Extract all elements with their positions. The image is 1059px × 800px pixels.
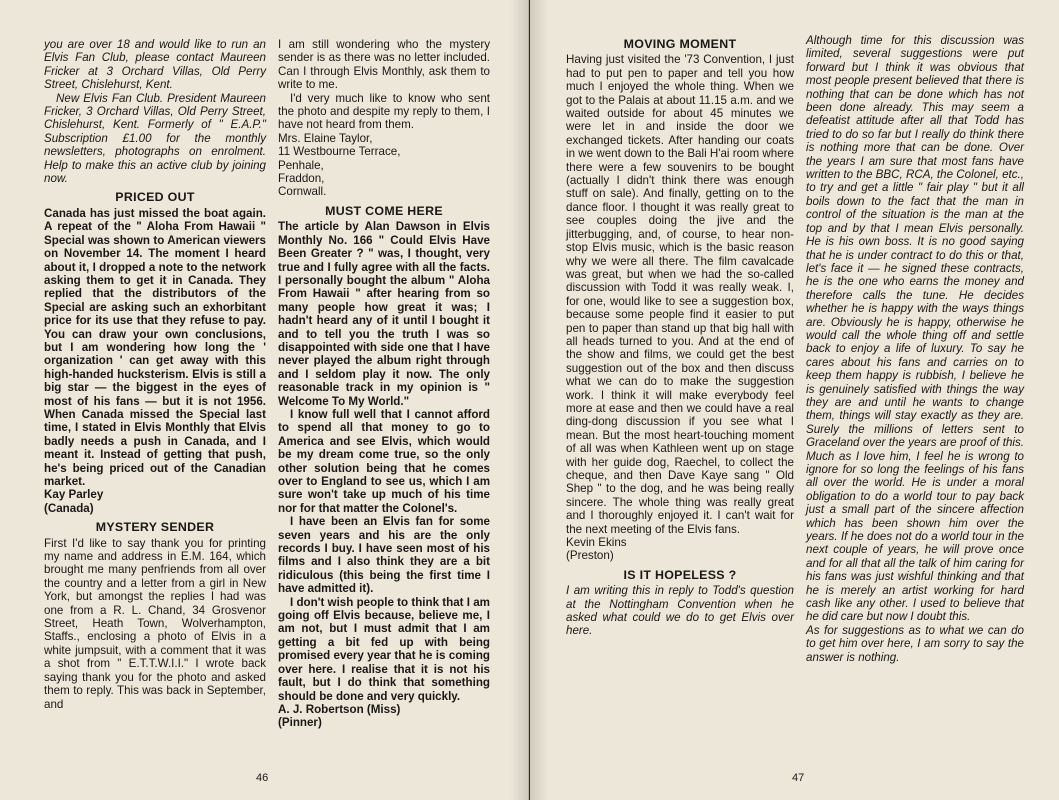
address-line: 11 Westbourne Terrace, [278, 145, 401, 159]
must-come-here-signature: A. J. Robertson (Miss) [278, 702, 401, 716]
address-line: Cornwall. [278, 185, 327, 199]
must-come-here-heading: MUST COME HERE [325, 203, 443, 218]
must-come-here-location: (Pinner) [278, 716, 322, 730]
gutter-shadow [530, 0, 548, 800]
address-line: Penhale, [278, 158, 324, 172]
right-page [530, 0, 1059, 800]
must-come-here-para3: I have been an Elvis fan for some seven years and his are the only records I buy. I have seen most of his films and I also think they are a bit ridiculous (this being the first time I have admitted it). [278, 515, 490, 596]
moving-moment-heading: MOVING MOMENT [623, 37, 737, 51]
moving-moment-signature: Kevin Ekins [566, 536, 627, 550]
priced-out-heading: PRICED OUT [115, 190, 195, 205]
page-number: 46 [256, 772, 269, 784]
gutter-shadow [510, 0, 528, 800]
address-line: Mrs. Elaine Taylor, [278, 131, 373, 145]
priced-out-body: Canada has just missed the boat again. A repeat of the " Aloha From Hawaii " Special was shown to American viewers on November 14. The moment I heard about it, I dropped a note to the network asking them to get it in Canada. They replied that the distributors of the Special are asking such an exhorbitant price for its use that they refuse to pay. You can draw your own conclusions, but I am wondering how long the ' organization ' can get away with this high-handed hucksterism. Elvis is still a big star — the biggest in the eyes of most of his fans — but it is not 1956. When Canada missed the Special last time, I stated in Elvis Monthly that Elvis badly needs a push in Canada, and I meant it. Instead of getting that push, he's being priced out of the Canadian market. [44, 206, 266, 488]
priced-out-location: (Canada) [44, 501, 94, 515]
mystery-sender-heading: MYSTERY SENDER [95, 520, 215, 535]
is-it-hopeless-para2: As for suggestions as to what we can do to get him over here, I am sorry to say the answer is nothing. [806, 623, 1024, 664]
right-column-2 [806, 34, 1024, 664]
page-number: 47 [792, 772, 805, 784]
moving-moment-location: (Preston) [566, 549, 614, 563]
must-come-here-para2: I know full well that I cannot afford to spend all that money to go to America and see Elvis, which would be my dream come true, so the only other solution being that he comes over to England to see us, which I am sure won't take up much of his time nor for that matter the Colonel's. [278, 407, 490, 515]
must-come-here-para1: The article by Alan Dawson in Elvis Monthly No. 166 " Could Elvis Have Been Greater ? " was, I thought, very true and I fully agree with all the facts. I personally bought the album " Aloha From Hawaii " after hearing from so many people how great it was; I hadn't heard any of it until I bought it and to tell you the truth I was so disappointed with side one that I have never played the album right through and I seldom play it now. The only reasonable track in my opinion is " Welcome To My World." [278, 220, 490, 408]
must-come-here-para4: I don't wish people to think that I am going off Elvis because, believe me, I am not, but I must admit that I am getting a bit fed up with being promised every year that he is coming over here. I realise that it is not his fault, but I do think that something should be done and very quickly. [278, 595, 490, 703]
mystery-sender-body: First I'd like to say thank you for printing my name and address in E.M. 164, which brought me many penfriends from all over the country and a letter from a girl in New York, but amongst the replies I had was one from a R. L. Chand, 34 Grosvenor Street, Heath Town, Wolverhampton, Staffs., enclosing a photo of Elvis in a white jumpsuit, with a comment that it was a shot from " E.T.T.W.I.I." I wrote back saying thank you for the photo and asked them to reply. This was back in September, and [44, 536, 266, 711]
address-line: Fraddon, [278, 172, 325, 186]
is-it-hopeless-body: I am writing this in reply to Todd's question at the Nottingham Convention when he asked what could we do to get Elvis over here. [566, 584, 794, 638]
mystery-sender-para2: I'd very much like to know who sent the photo and despite my reply to them, I have not heard from them. [278, 91, 490, 132]
is-it-hopeless-heading: IS IT HOPELESS ? [623, 567, 737, 582]
moving-moment-body: Having just visited the '73 Convention, I just had to put pen to paper and tell you how much I enjoyed the whole thing. When we got to the Palais at about 11.15 a.m. and we waited outside for about 45 minutes we were let in and inside the door we exchanged tickets. After handing our coats in we went down to the Bali H'ai room where there were a few souvenirs to be bought (actually I didn't think there was enough stuff on sale). And finally, getting on to the dance floor. I thought it was really great to see couples doing the jive and the jitterbugging, and, of course, to hear non-stop Elvis music, which is the basic reason why we were all there. The film cavalcade was great, but when we had the so-called discussion with Todd it was really weak. I, for one, would like to see a suggestion box, because some people find it easier to put pen to paper than stand up that big hall with all heads turned to you. And at the end of the show and films, we could get the best suggestion out of the box and then discuss what we can do to make the suggestion work. I think it will make everybody feel more at ease and then we could have a real ding-dong discussion if you see what I mean. But the most heart-touching moment of all was when Kathleen went up on stage with her guide dog, Raechel, to collect the cheque, and then Dave Kaye sang " Old Shep " to the dog, and he was being really sincere. The whole thing was really great and I thoroughly enjoyed it. I can't wait for the next meeting of the Elvis fans. [566, 53, 794, 536]
left-column-1 [44, 38, 266, 711]
mystery-sender-continued: I am still wondering who the mystery sender is as there was no letter included. Can I through Elvis Monthly, ask them to write to me. [278, 38, 490, 92]
left-page [0, 0, 529, 800]
right-column-1 [566, 38, 794, 638]
new-fan-club-notice: New Elvis Fan Club. President Maureen Fricker, 3 Orchard Villas, Old Perry Street, Chislehurst, Kent. Formerly of " E.A.P." Subscription £1.00 for the monthly newsletters, photographs on enrolment. Help to make this an active club by joining now. [44, 91, 266, 186]
is-it-hopeless-continued: Although time for this discussion was limited, several suggestions were put forward but I think it was obvious that most people present believed that there is nothing that can be done which has not been done already. This may seem a defeatist attitude after all that Todd has tried to do so far but I really do think there is nothing more that can be done. Over the years I am sure that most fans have written to the BBC, RCA, the Colonel, etc., to try and get a little " fair play " but it all boils down to the fact that the man in control of the situation is the man at the top and by that I mean Elvis personally. He is his own boss. It is no good saying that he is under contract to do this or that, let's face it — he signed these contracts, he is the one who earns the money and therefore calls the tune. He decides whether he is happy with the ways things are. Obviously he is happy, otherwise he would call the whole thing off and settle back to enjoy a life of luxury. To say he cares about his fans and carries on to keep them happy is rubbish, I believe he is genuinely satisfied with things the way they are and until he wants to change them, things will stay exactly as they are. Surely the millions of letters sent to Graceland over the years are proof of this. Much as I love him, I feel he is wrong to ignore for so long the feelings of his fans all over the world. He is under a moral obligation to do a world tour to pay back just a small part of the sincere affection which has been shown him over the years. If he does not do a world tour in the next couple of years, he will prove once and for all that all the talk of him caring for his fans was just wishful thinking and that he is merely an artist working for hard cash like any other. I used to believe that he did care but now I doubt this. [806, 34, 1024, 624]
left-column-2 [278, 38, 490, 730]
priced-out-signature: Kay Parley [44, 488, 104, 502]
fan-club-intro: you are over 18 and would like to run an Elvis Fan Club, please contact Maureen Fricker at 3 Orchard Villas, Old Perry Street, Chislehurst, Kent. [44, 38, 266, 92]
